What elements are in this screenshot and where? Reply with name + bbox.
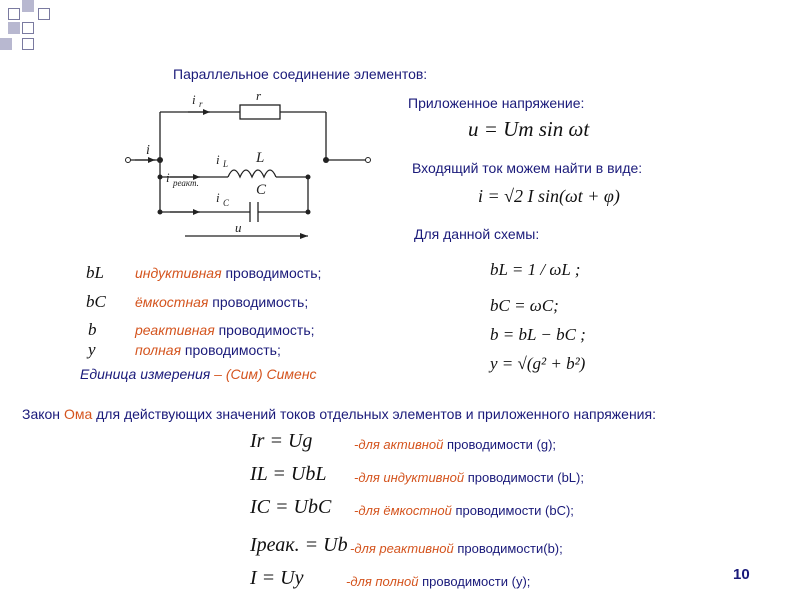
symbol-y: y <box>88 340 96 359</box>
unit-line: Единица измерения – (Сим) Сименс <box>80 366 317 382</box>
ohm-desc-C: -для ёмкостной проводимости (bC); <box>354 503 574 518</box>
label-L: L <box>256 150 265 166</box>
symbol-bL: bL <box>86 263 104 282</box>
label-iC-sub: C <box>223 198 230 208</box>
ohm-formula-y: I = Uy <box>250 567 304 589</box>
current-formula: i = √2 I sin(ωt + φ) <box>478 186 620 206</box>
ohm-desc-r: -для активной проводимости (g); <box>354 437 557 452</box>
page-number: 10 <box>733 566 750 583</box>
label-iC: i <box>216 190 220 205</box>
circuit-diagram <box>110 82 390 242</box>
label-ir-sub: r <box>199 99 203 109</box>
slide-title: Параллельное соединение элементов: <box>173 66 428 82</box>
label-ireact-sub: реакт. <box>173 178 199 188</box>
label-ir: i <box>192 92 196 107</box>
current-label: Входящий ток можем найти в виде: <box>412 160 643 176</box>
list-item: ёмкостная проводимость; <box>135 294 309 310</box>
list-item: реактивная проводимость; <box>135 322 315 338</box>
label-ireact: i <box>166 170 170 185</box>
ohm-formula-C: IC = UbC <box>250 496 332 518</box>
ohm-desc-L: -для индуктивной проводимости (bL); <box>354 470 584 485</box>
ohm-heading: Закон Ома для действующих значений токов отдельных элементов и приложенного напряжения: <box>22 406 656 422</box>
label-iL-sub: L <box>223 159 229 169</box>
list-item: полная проводимость; <box>135 342 281 358</box>
voltage-label: Приложенное напряжение: <box>408 95 585 111</box>
eq-y: y = √(g² + b²) <box>490 354 586 373</box>
label-u: u <box>235 220 242 235</box>
eq-bC: bC = ωC; <box>490 296 559 315</box>
list-item: индуктивная проводимость; <box>135 265 322 281</box>
symbol-b: b <box>88 320 97 339</box>
label-C: C <box>256 182 267 198</box>
label-i: i <box>146 143 150 158</box>
voltage-formula: u = Um sin ωt <box>468 117 590 141</box>
ohm-formula-react: Iреак. = Ub <box>250 534 348 556</box>
ohm-formula-r: Ir = Ug <box>250 430 313 452</box>
ohm-desc-y: -для полной проводимости (y); <box>346 574 531 589</box>
ohm-desc-react: -для реактивной проводимости(b); <box>350 541 563 556</box>
label-r: r <box>256 88 262 103</box>
eq-b: b = bL − bC ; <box>490 325 586 344</box>
scheme-label: Для данной схемы: <box>414 226 540 242</box>
label-iL: i <box>216 152 220 167</box>
ohm-formula-L: IL = UbL <box>250 463 327 485</box>
symbol-bC: bC <box>86 292 106 311</box>
eq-bL: bL = 1 / ωL ; <box>490 260 581 279</box>
